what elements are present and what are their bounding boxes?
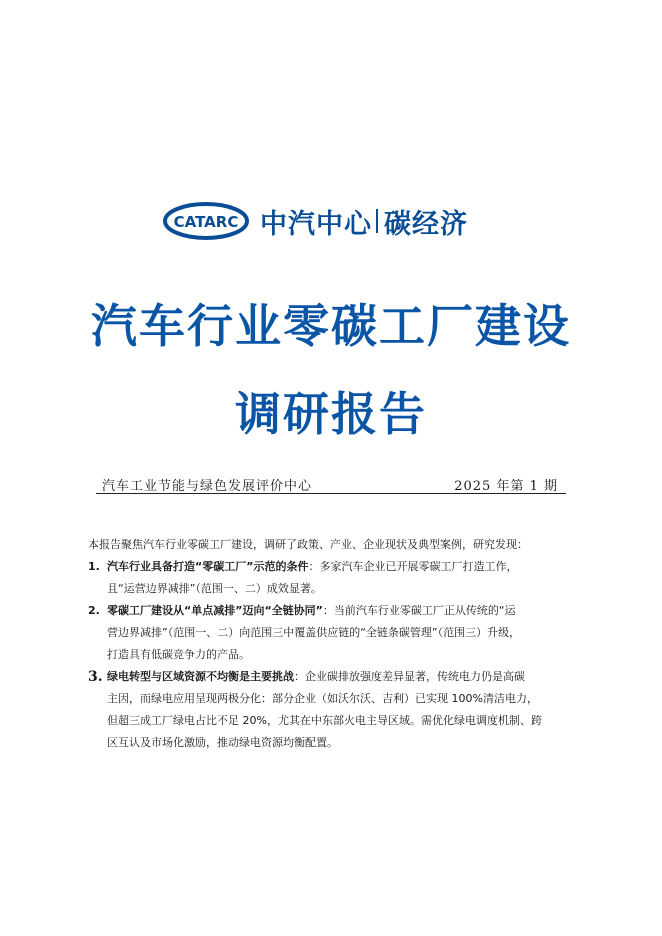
- finding-text: 且“运营边界减排”（范围一、二）成效显著。: [107, 582, 322, 595]
- finding-3: [88, 666, 578, 754]
- finding-heading: 汽车行业具备打造“零碳工厂”示范的条件: [107, 560, 309, 573]
- summary: [88, 534, 578, 754]
- finding-text: ：多家汽车企业已开展零碳工厂打造工作，: [308, 560, 518, 573]
- finding-number: 3.: [88, 669, 103, 685]
- finding-text: 打造具有低碳竞争力的产品。: [107, 648, 250, 661]
- finding-number: 2.: [88, 604, 100, 617]
- finding-text: 区互认及市场化激励，推动绿电资源均衡配置。: [107, 736, 338, 749]
- logo-sub-brand: 碳经济: [384, 208, 468, 240]
- finding-text: 但超三成工厂绿电占比不足 20%，尤其在中东部火电主导区域。需优化绿电调度机制、跨: [107, 714, 542, 727]
- catarc-logo-mark: [162, 201, 250, 241]
- finding-text: ：当前汽车行业零碳工厂正从传统的“运: [322, 604, 516, 617]
- finding-heading: 零碳工厂建设从“单点减排”迈向“全链协同”: [107, 604, 323, 617]
- logo-mark-text: CATARC: [173, 213, 239, 231]
- publisher-line: [96, 473, 566, 494]
- finding-number: 1.: [88, 560, 100, 573]
- publisher-org: 汽车工业节能与绿色发展评价中心: [102, 479, 313, 494]
- logo-brand: 中汽中心: [260, 208, 372, 240]
- finding-2: [88, 600, 578, 666]
- finding-heading: 绿电转型与区域资源不均衡是主要挑战: [107, 670, 294, 683]
- issue-number: 2025 年第 1 期: [454, 479, 558, 494]
- report-title-line-2: 调研报告: [235, 387, 427, 441]
- logo-divider: [376, 209, 378, 233]
- finding-text: 营边界减排”（范围一、二）向范围三中覆盖供应链的“全链条碳管理”（范围三）升级，: [107, 626, 521, 639]
- finding-1: [88, 556, 578, 600]
- report-title-line-1: 汽车行业零碳工厂建设: [91, 299, 571, 353]
- finding-text: ：企业碳排放强度差异显著，传统电力仍是高碳: [294, 670, 525, 683]
- finding-text: 主因，而绿电应用呈现两极分化：部分企业（如沃尔沃、吉利）已实现 100%清洁电力，: [107, 692, 538, 705]
- summary-intro: 本报告聚焦汽车行业零碳工厂建设，调研了政策、产业、企业现状及典型案例，研究发现：: [88, 538, 528, 551]
- logo: [162, 197, 468, 245]
